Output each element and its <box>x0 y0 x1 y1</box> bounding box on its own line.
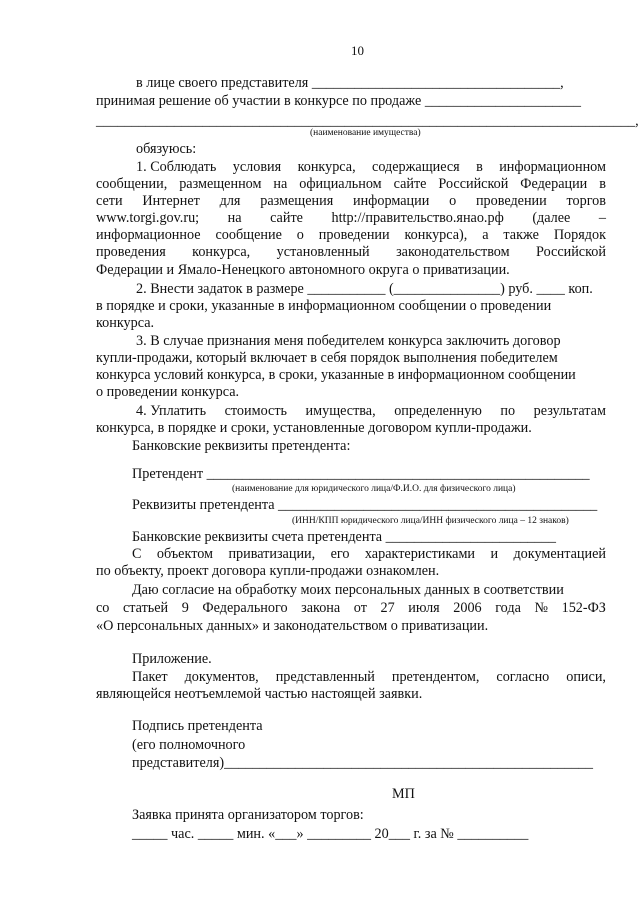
familiarization-line2: по объекту, проект договора купли-продажи ознакомлен. <box>96 563 440 579</box>
applicant-caption: (наименование для юридического лица/Ф.И.О. для физического лица) <box>232 484 516 494</box>
signature-line1: Подпись претендента <box>132 718 263 734</box>
attachment-heading: Приложение. <box>132 651 212 667</box>
item2-line3: конкурса. <box>96 315 155 331</box>
property-caption: (наименование имущества) <box>310 128 421 138</box>
item2-line1: 2. Внести задаток в размере ___________ (_______________) руб. ____ коп. <box>136 281 593 297</box>
oblige-text: обязуюсь: <box>136 141 197 157</box>
applicant-field: Претендент ______________________________________________________ <box>132 466 590 482</box>
bank-account-field: Банковские реквизиты счета претендента ________________________ <box>132 529 556 545</box>
item3-line2: купли-продажи, который включает в себя порядок выполнения победителем <box>96 350 558 366</box>
item1-line6: проведения конкурса, установленный законодательством Российской <box>96 244 606 260</box>
requisites-caption: (ИНН/КПП юридического лица/ИНН физического лица – 12 знаков) <box>292 516 569 526</box>
signature-line2: (его полномочного <box>132 737 246 753</box>
consent-line2: со статьей 9 Федерального закона от 27 июля 2006 года № 152-ФЗ <box>96 600 606 616</box>
item4-line1: 4. Уплатить стоимость имущества, определенную по результатам <box>136 403 606 419</box>
item1-line5: информационное сообщение о проведении конкурса), а также Порядок <box>96 227 606 243</box>
familiarization-line1: С объектом приватизации, его характеристиками и документацией <box>132 546 606 562</box>
item3-line3: конкурса условий конкурса, в сроки, указанные в информационном сообщении <box>96 367 576 383</box>
item3-line4: о проведении конкурса. <box>96 384 240 400</box>
signature-line3: представителя)____________________________________________________ <box>132 755 593 771</box>
item1-line7: Федерации и Ямало-Ненецкого автономного округа о приватизации. <box>96 262 510 278</box>
item4-line2: конкурса, в порядке и сроки, установленные договором купли-продажи. <box>96 420 532 436</box>
item1-line2: сообщении, размещенном на официальном сайте Российской Федерации в <box>96 176 606 192</box>
page-number: 10 <box>351 43 364 58</box>
item1-line3: сети Интернет для размещения информации о проведении торгов <box>96 193 606 209</box>
bank-details-heading: Банковские реквизиты претендента: <box>132 438 351 454</box>
property-line: ____________________________________________________________________________, <box>96 113 639 129</box>
item3-line1: 3. В случае признания меня победителем конкурса заключить договор <box>136 333 561 349</box>
representative-line: в лице своего представителя ___________________________________, <box>136 75 564 91</box>
requisites-field: Реквизиты претендента _____________________________________________ <box>132 497 598 513</box>
receipt-datetime: _____ час. _____ мин. «___» _________ 20___ г. за № __________ <box>132 826 529 842</box>
item1-line1: 1. Соблюдать условия конкурса, содержащиеся в информационном <box>136 159 606 175</box>
consent-line3: «О персональных данных» и законодательством о приватизации. <box>96 618 489 634</box>
consent-line1: Даю согласие на обработку моих персональных данных в соответствии <box>132 582 564 598</box>
item2-line2: в порядке и сроки, указанные в информационном сообщении о проведении <box>96 298 552 314</box>
attachment-line1: Пакет документов, представленный претендентом, согласно описи, <box>132 669 606 685</box>
receipt-label: Заявка принята организатором торгов: <box>132 807 364 823</box>
attachment-line2: являющейся неотъемлемой частью настоящей заявки. <box>96 686 423 702</box>
decision-line: принимая решение об участии в конкурсе по продаже ______________________ <box>96 93 581 109</box>
stamp-label: МП <box>392 786 415 802</box>
item1-line4: www.torgi.gov.ru; на сайте http://правительство.янао.рф (далее – <box>96 210 606 226</box>
